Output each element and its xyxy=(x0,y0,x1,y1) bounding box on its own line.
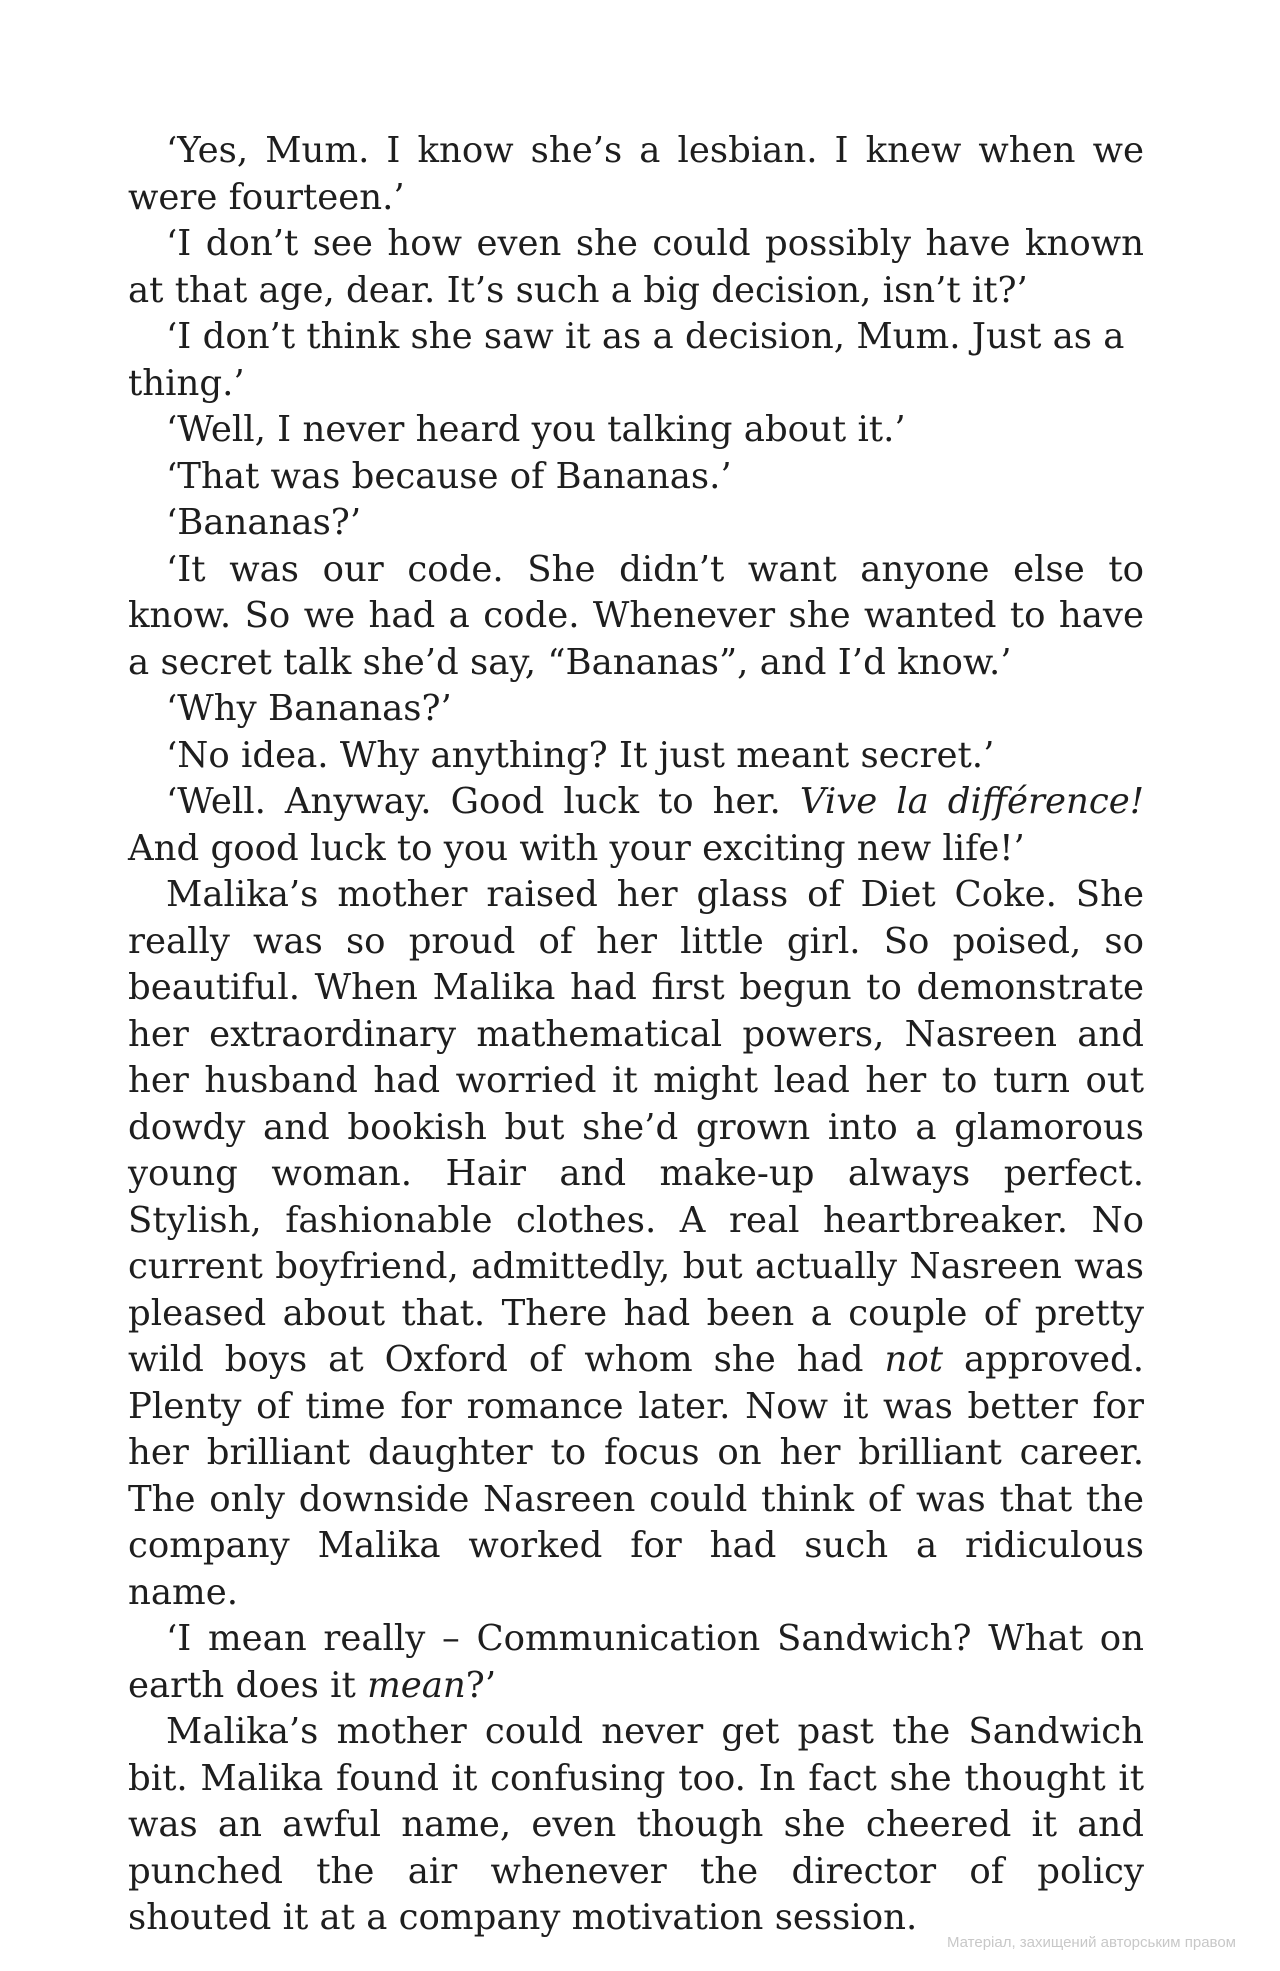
text-run: ?’ xyxy=(465,1664,497,1706)
paragraph-10 xyxy=(128,779,1144,872)
text-run: Malika’s mother could never get past the Sandwich bit. Malika found it confusing too. In fact she thought it was an awful name, even though she cheered it and punched the air whenever the director of policy shouted it at a company motivation session. xyxy=(128,1711,1144,1938)
italic-run: Vive la différence! xyxy=(799,781,1145,822)
text-run: ‘Well. Anyway. Good luck to her. xyxy=(166,781,800,822)
text-run: And good luck to you with your exciting new life!’ xyxy=(128,827,1025,869)
copyright-watermark: Матеріал, захищений авторським правом xyxy=(946,1934,1236,1951)
paragraph-11 xyxy=(128,872,1144,1616)
paragraph-13 xyxy=(128,1709,1144,1942)
paragraph-4 xyxy=(128,407,1144,454)
paragraph-2 xyxy=(128,221,1144,314)
paragraph-5 xyxy=(128,454,1144,501)
text-run: Malika’s mother raised her glass of Diet Coke. She really was so proud of her little girl. So poised, so beautiful. When Malika had first begun to demonstrate her extraordinary mathematical powers, Nasreen and her husband had worried it might lead her to turn out dowdy and bookish but she’d grown into a glamorous young woman. Hair and make-up always perfect. Stylish, fashionable clothes. A real heartbreaker. No current boyfriend, admittedly, but actually Nasreen was pleased about that. There had been a couple of pretty wild boys at Oxford of whom she had xyxy=(128,874,1144,1380)
text-run: ‘It was our code. She didn’t want anyone else to know. So we had a code. Whenever she wanted to have a secret talk she’d say, “Bananas”, and I’d know.’ xyxy=(128,548,1144,683)
paragraph-12 xyxy=(128,1616,1144,1709)
text-run: ‘I don’t think she saw it as a decision, Mum. Just as a thing.’ xyxy=(128,316,1125,404)
paragraph-6 xyxy=(128,500,1144,547)
paragraph-1 xyxy=(128,128,1144,221)
italic-run: mean xyxy=(367,1664,466,1706)
text-run: ‘That was because of Bananas.’ xyxy=(166,455,732,497)
text-run: approved. Plenty of time for romance later. Now it was better for her brilliant daughter to focus on her brilliant career. The only downside Nasreen could think of was that the company Malika worked for had such a ridiculous name. xyxy=(128,1339,1144,1613)
paragraph-8 xyxy=(128,686,1144,733)
page-body-text xyxy=(128,128,1144,1942)
text-run: ‘No idea. Why anything? It just meant secret.’ xyxy=(166,734,995,776)
text-run: ‘I mean really – Communication Sandwich? What on earth does it xyxy=(128,1618,1144,1706)
paragraph-7 xyxy=(128,547,1144,687)
paragraph-9 xyxy=(128,733,1144,780)
paragraph-3 xyxy=(128,314,1144,407)
text-run: ‘Why Bananas?’ xyxy=(166,688,452,729)
italic-run: not xyxy=(884,1339,943,1380)
text-run: ‘Well, I never heard you talking about it.’ xyxy=(166,409,906,450)
text-run: ‘Bananas?’ xyxy=(166,502,362,543)
text-run: ‘Yes, Mum. I know she’s a lesbian. I knew when we were fourteen.’ xyxy=(128,130,1144,218)
text-run: ‘I don’t see how even she could possibly have known at that age, dear. It’s such a big decision, isn’t it?’ xyxy=(128,223,1144,311)
